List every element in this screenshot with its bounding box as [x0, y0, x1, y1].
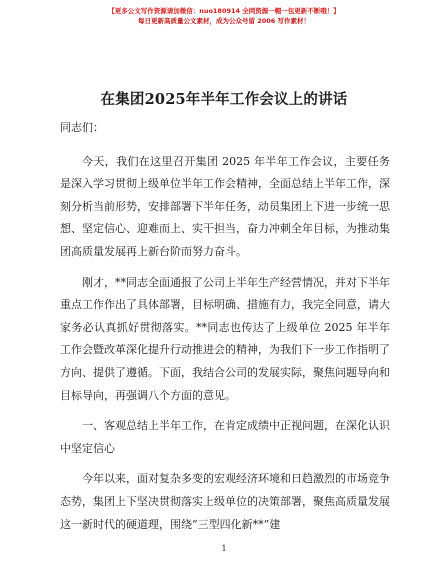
paragraph-section-1: 今年以来，面对复杂多变的宏观经济环境和日趋激烈的市场竞争态势，集团上下坚决贯彻落实上级单位的决策部署，聚焦高质量发展这一新时代的硬道理，围绕“三型四化新**”建 [60, 472, 390, 531]
document-body [60, 117, 390, 536]
banner-line-2: 每日更新高质量公文素材，成为公众号留 2006 写作素材！ [137, 17, 311, 25]
paragraph-instructions: 刚才，**同志全面通报了公司上半年生产经营情况，并对下半年重点工作作出了具体部署，目标明确、措施有力，我完全同意，请大家务必认真抓好贯彻落实。**同志也传达了上级单位 2025 年半年工作会暨改革深化提升行动推进会的精神，为我们下一步工作指明了方向、提供了遵循。下面，我结合公司的发展实际，聚焦问题导向和目标导向，再强调八个方面的意见。 [60, 275, 390, 402]
salutation: 同志们： [60, 121, 104, 134]
paragraph-opening: 今天，我们在这里召开集团 2025 年半年工作会议，主要任务是深入学习贯彻上级单位半年工作会精神，全面总结上半年工作，深刻分析当前形势，安排部署下半年任务，动员集团上下进一步统一思想、坚定信心、迎难而上、实干担当，奋力冲刺全年目标，为推动集团高质量发展再上新台阶而努力奋斗。 [60, 154, 390, 258]
document-title: 在集团2025年半年工作会议上的讲话 [100, 91, 348, 108]
page-number: 1 [221, 544, 227, 553]
banner-line-1: 【更多公文写作资源请加微信：nuo180914 全网资源一帽一包更新不断哦！】 [108, 7, 340, 15]
promo-banner [0, 6, 448, 26]
section-heading-1: 一、客观总结上半年工作，在肯定成绩中正视问题，在深化认识中坚定信心 [60, 419, 390, 455]
